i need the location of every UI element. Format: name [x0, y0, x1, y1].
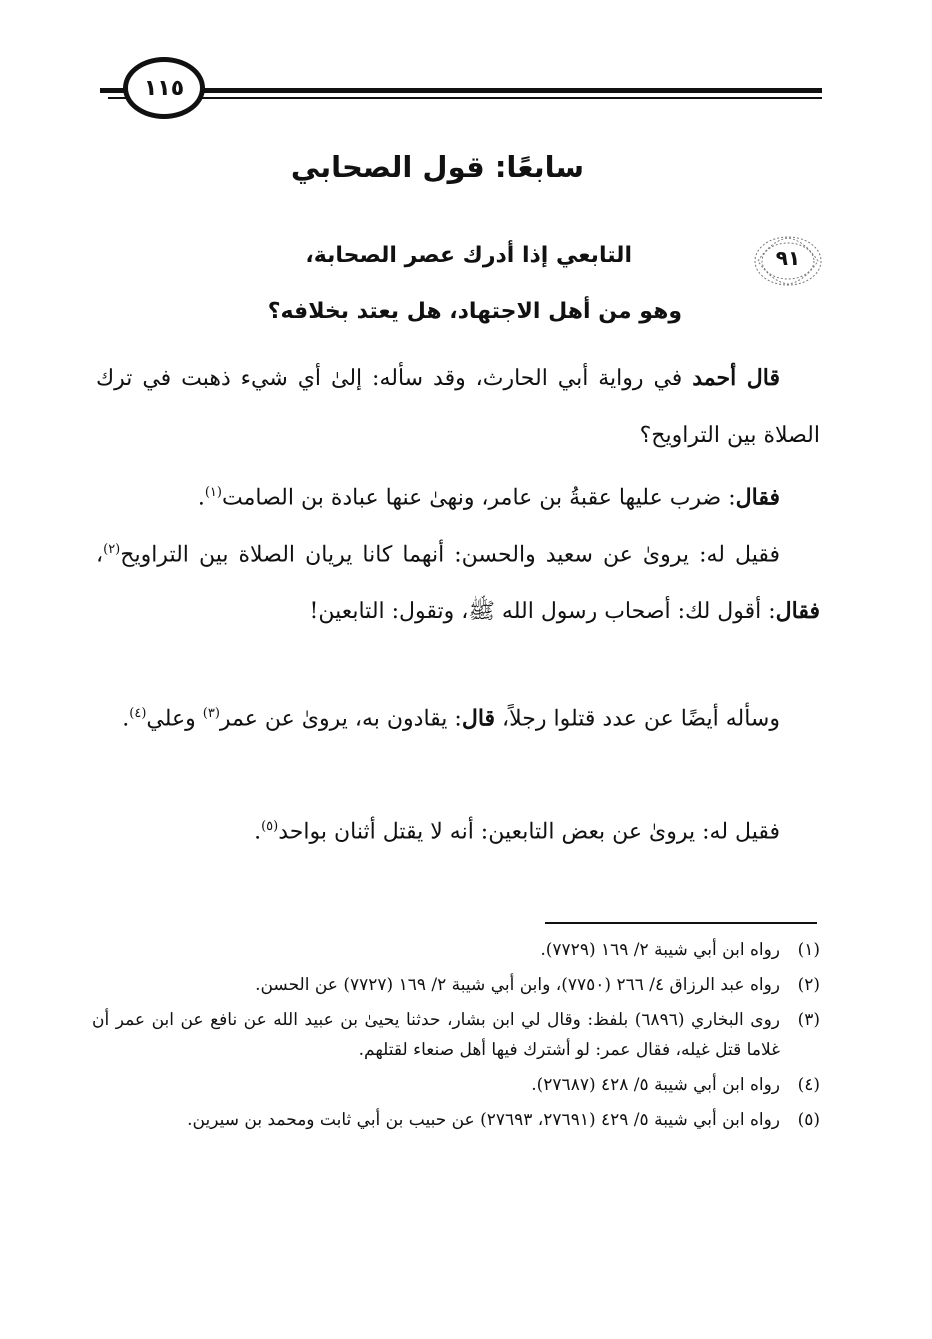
question-number: ٩١ — [775, 246, 801, 270]
paragraph-text: في رواية أبي الحارث، وقد سأله: إلىٰ أي شيء ذهبت في ترك الصلاة بين التراويح؟ — [96, 366, 820, 448]
question-title-line-2: وهو من أهل الاجتهاد، هل يعتد بخلافه؟ — [267, 299, 682, 324]
footnote-ref[interactable]: (٥) — [261, 819, 279, 834]
footnote-ref[interactable]: (٣) — [202, 706, 220, 721]
chapter-title: سابعًا: قول الصحابي — [290, 150, 584, 184]
footnote-text: روى البخاري (٦٨٩٦) بلفظ: وقال لي ابن بشار، حدثنا يحيىٰ بن عبيد الله عن نافع عن ابن عمر أن غلاما قتل غيله، فقال عمر: لو أشترك فيها أهل صنعاء لقتلهم. — [92, 1010, 780, 1060]
footnote-text: رواه عبد الرزاق ٤/ ٢٦٦ (٧٧٥٠)، وابن أبي شيبة ٢/ ١٦٩ (٧٧٢٧) عن الحسن. — [255, 975, 780, 995]
header-rule-thin — [200, 97, 822, 99]
footnote — [92, 1005, 820, 1065]
paragraph-end: . — [254, 819, 262, 845]
paragraph-lead: فقال — [735, 484, 780, 511]
footnote-number: (٤) — [797, 1075, 820, 1095]
header-rule-thick — [200, 88, 822, 93]
footnote-separator — [545, 922, 817, 924]
paragraph-end: . — [122, 706, 130, 732]
footnote — [92, 935, 820, 965]
footnote — [92, 970, 820, 1000]
footnote-text: رواه ابن أبي شيبة ٢/ ١٦٩ (٧٧٢٩). — [540, 940, 780, 960]
page-number-oval — [123, 57, 205, 119]
paragraph-4 — [96, 685, 820, 747]
paragraph-lead: قال — [461, 705, 496, 732]
paragraph-3 — [96, 521, 820, 640]
footnote-number: (٢) — [797, 975, 820, 995]
footnote-number: (١) — [797, 940, 820, 960]
paragraph-sep: ، — [96, 542, 104, 568]
footnote-ref[interactable]: (١) — [204, 485, 222, 500]
paragraph-text: وعلي — [146, 706, 203, 732]
question-title-line-1: التابعي إذا أدرك عصر الصحابة، — [305, 243, 632, 268]
paragraph-2 — [96, 464, 820, 526]
paragraph-text: فقيل له: يروىٰ عن سعيد والحسن: أنهما كانا يريان الصلاة بين التراويح — [120, 542, 780, 568]
paragraph-text: : أقول لك: أصحاب رسول الله ﷺ، وتقول: التابعين! — [309, 599, 776, 625]
footnote-text: رواه ابن أبي شيبة ٥/ ٤٢٩ (٢٧٦٩١، ٢٧٦٩٣) عن حبيب بن أبي ثابت ومحمد بن سيرين. — [187, 1110, 780, 1130]
paragraph-text: : ضرب عليها عقبةُ بن عامر، ونهىٰ عنها عبادة بن الصامت — [221, 485, 736, 511]
paragraph-text: : يقادون به، يروىٰ عن عمر — [219, 706, 462, 732]
footnote — [92, 1070, 820, 1100]
footnote-number: (٥) — [797, 1110, 820, 1130]
paragraph-5 — [96, 798, 820, 860]
paragraph-text: فقيل له: يروىٰ عن بعض التابعين: أنه لا يقتل أثنان بواحد — [278, 819, 780, 845]
footnote — [92, 1105, 820, 1135]
footnotes — [92, 935, 820, 1140]
footnote-number: (٣) — [797, 1010, 820, 1030]
page-number: ١١٥ — [143, 75, 185, 101]
question-number-badge — [752, 234, 824, 288]
footnote-ref[interactable]: (٢) — [103, 542, 121, 557]
paragraph-1 — [96, 350, 820, 464]
paragraph-text: وسأله أيضًا عن عدد قتلوا رجلاً، — [495, 706, 780, 732]
paragraph-end: . — [197, 485, 205, 511]
paragraph-lead: فقال — [775, 598, 820, 625]
footnote-ref[interactable]: (٤) — [129, 706, 147, 721]
paragraph-lead: قال أحمد — [692, 365, 781, 391]
footnote-text: رواه ابن أبي شيبة ٥/ ٤٢٨ (٢٧٦٨٧). — [531, 1075, 780, 1095]
